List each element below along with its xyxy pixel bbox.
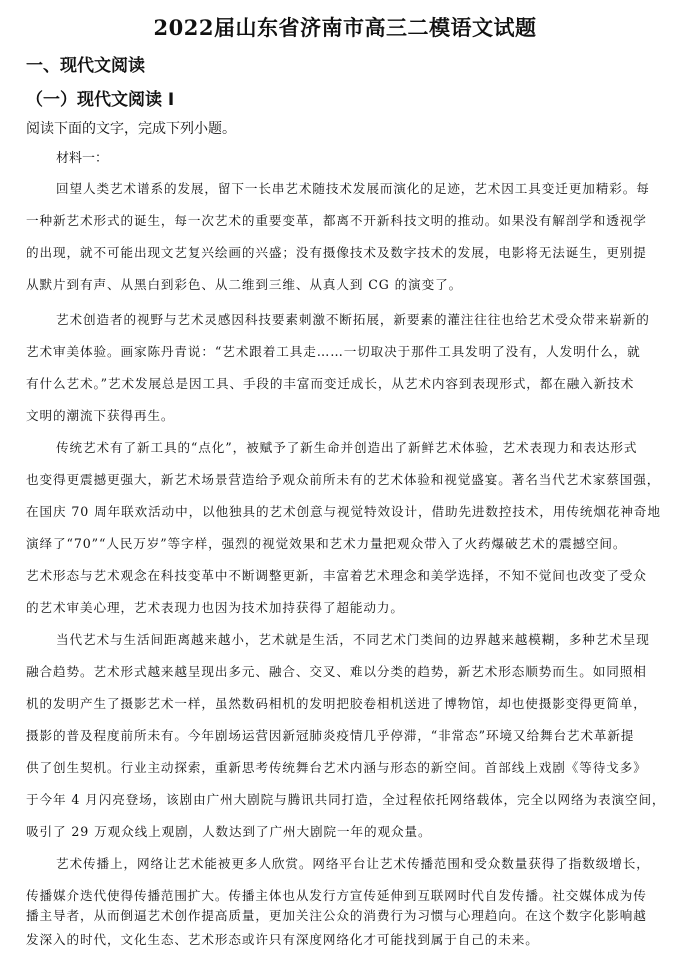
paragraph-line: 一种新艺术形式的诞生，每一次艺术的重要变革，都离不开新科技文明的推动。如果没有解剖学和透视学 [26, 213, 647, 228]
paragraph-line: 播主导者，从而倒逼艺术创作提高质量，更加关注公众的消费行为习惯与心理趋向。在这个数字化影响越 [26, 908, 647, 923]
paragraph-line: 摄影的普及程度前所未有。今年剧场运营因新冠肺炎疫情几乎停滞，“非常态”环境又给舞台艺术革新提 [26, 728, 635, 743]
exam-title: 2022届山东省济南市高三二模语文试题 [153, 15, 537, 40]
paragraph-line: 传统艺术有了新工具的“点化”，被赋予了新生命并创造出了新鲜艺术体验，艺术表现力和表达形式 [56, 440, 638, 455]
paragraph-line: 传播媒介迭代使得传播范围扩大。传播主体也从发行方宣传延伸到互联网时代自发传播。社交媒体成为传 [26, 888, 647, 903]
material-label: 材料一： [56, 151, 109, 166]
paragraph-line: 的出现，就不可能出现文艺复兴绘画的兴盛；没有摄像技术及数字技术的发展，电影将无法诞生，更别提 [26, 245, 647, 260]
paragraph-line: 演绎了“70”“人民万岁”等字样，强烈的视觉效果和艺术力量把观众带入了火药爆破艺术的震撼空间。 [26, 536, 627, 551]
paragraph-line: 也变得更震撼更强大，新艺术场景营造给予观众前所未有的艺术体验和视觉盛宴。著名当代艺术家蔡国强， [26, 472, 661, 487]
paragraph-line: 供了创生契机。行业主动探索，重新思考传统舞台艺术内涵与形态的新空间。首部线上戏剧《等待戈多》 [26, 760, 647, 775]
paragraph-line: 艺术传播上，网络让艺术能被更多人欣赏。网络平台让艺术传播范围和受众数量获得了指数级增长， [56, 856, 650, 871]
section-heading: 一、现代文阅读 [26, 56, 145, 76]
paragraph-line: 当代艺术与生活间距离越来越小，艺术就是生活，不同艺术门类间的边界越来越模糊，多种艺术呈现 [56, 632, 650, 647]
paragraph-line: 的艺术审美心理，艺术表现力也因为技术加持获得了超能动力。 [26, 600, 404, 615]
paragraph-line: 回望人类艺术谱系的发展，留下一长串艺术随技术发展而演化的足迹，艺术因工具变迁更加精彩。每 [56, 181, 650, 196]
reading-instruction: 阅读下面的文字，完成下列小题。 [26, 121, 236, 137]
paragraph-line: 于今年 4 月闪亮登场，该剧由广州大剧院与腾讯共同打造，全过程依托网络载体，完全以网络为表演空间， [26, 792, 666, 807]
paragraph-line: 从默片到有声、从黑白到彩色、从二维到三维、从真人到 CG 的演变了。 [26, 277, 463, 292]
paragraph-line: 吸引了 29 万观众线上观剧，人数达到了广州大剧院一年的观众量。 [26, 824, 432, 839]
paragraph-line: 机的发明产生了摄影艺术一样，虽然数码相机的发明把胶卷相机送进了博物馆，却也使摄影变得更简单， [26, 696, 647, 711]
paragraph-line: 文明的潮流下获得再生。 [26, 408, 175, 423]
paragraph-line: 在国庆 70 周年联欢活动中，以他独具的艺术创意与视觉特效设计，借助先进数控技术，用传统烟花神奇地 [26, 504, 661, 519]
paragraph-line: 艺术审美体验。画家陈丹青说：“艺术跟着工具走……一切取决于那件工具发明了没有，人发明什么，就 [26, 344, 641, 359]
paragraph-line: 艺术创造者的视野与艺术灵感因科技要素刺激不断拓展，新要素的灌注往往也给艺术受众带来崭新的 [56, 312, 650, 327]
paragraph-line: 融合趋势。艺术形式越来越呈现出多元、融合、交叉、难以分类的趋势，新艺术形态顺势而生。如同照相 [26, 664, 647, 679]
paragraph-line: 艺术形态与艺术观念在科技变革中不断调整更新，丰富着艺术理念和美学选择，不知不觉间也改变了受众 [26, 568, 647, 583]
paragraph-line: 有什么艺术。”艺术发展总是因工具、手段的丰富而变迁成长，从艺术内容到表现形式，都在融入新技术 [26, 376, 635, 391]
paragraph-line: 发深入的时代，文化生态、艺术形态或许只有深度网络化才可能找到属于自己的未来。 [26, 932, 539, 947]
subsection-heading: （一）现代文阅读 I [26, 90, 175, 110]
